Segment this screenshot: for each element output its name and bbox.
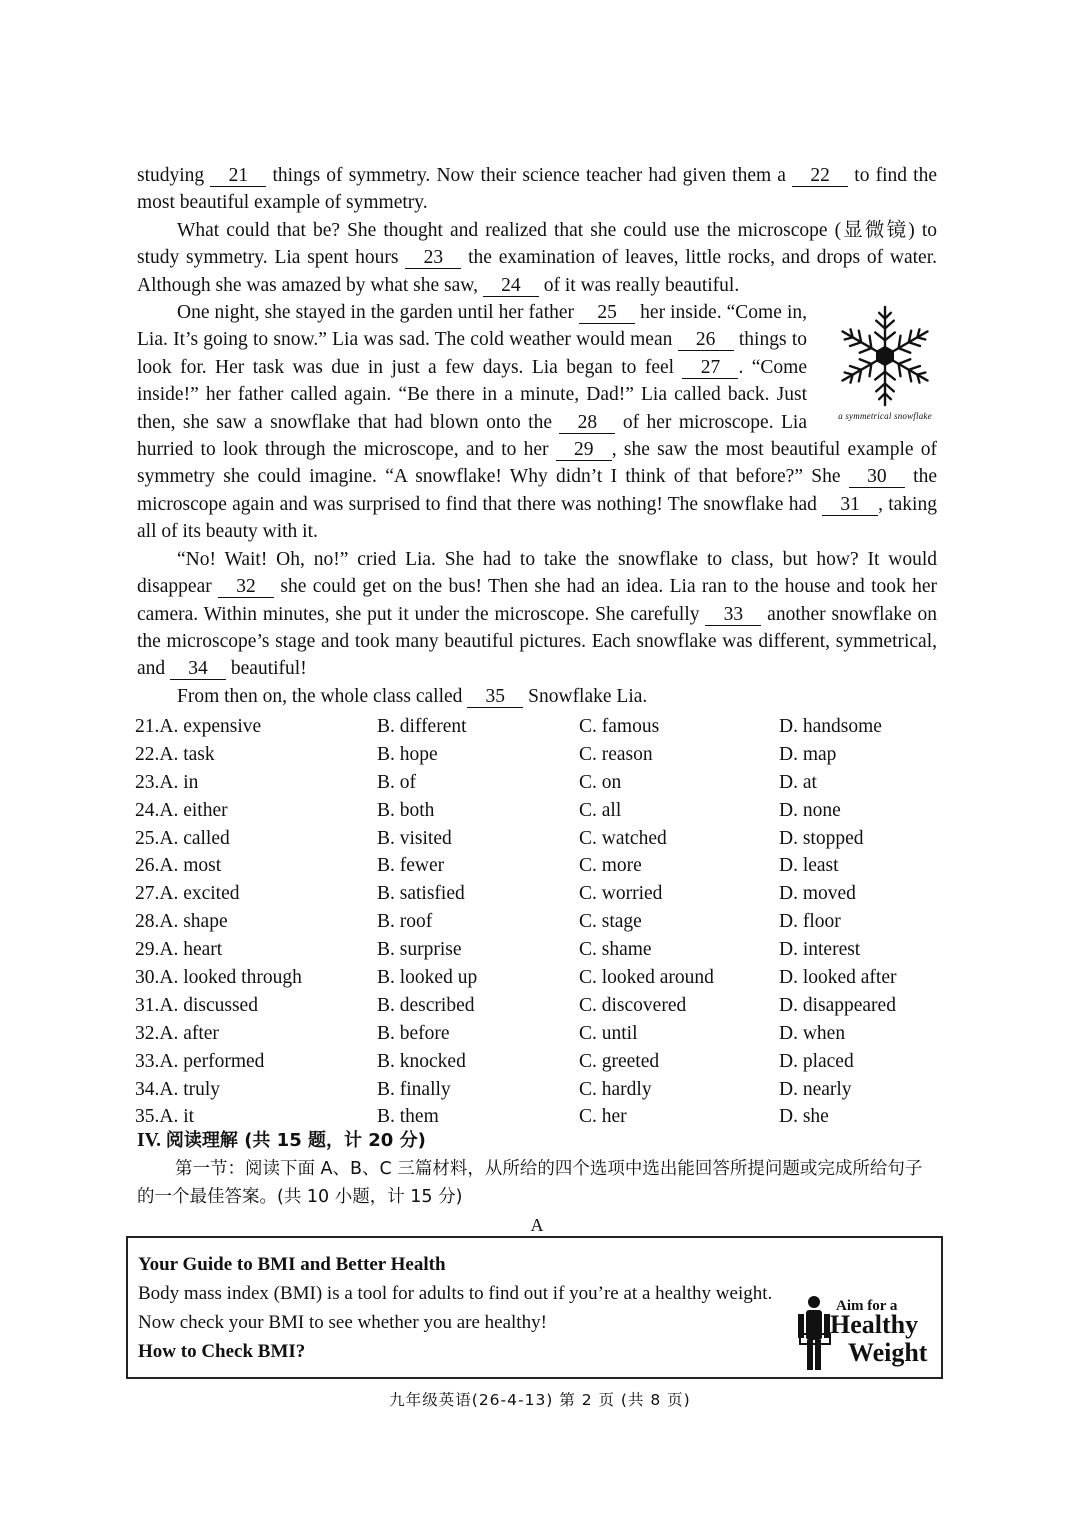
healthy-weight-logo bbox=[792, 1294, 942, 1374]
option-a: 28.A. shape bbox=[135, 911, 228, 933]
paragraph-1: studying 21 things of symmetry. Now their science teacher had given them a 22 to find the most beautiful example of symmetry. bbox=[137, 165, 937, 214]
option-a: 23.A. in bbox=[135, 771, 199, 793]
option-c: C. worried bbox=[579, 883, 663, 905]
blank-34: 34 bbox=[170, 659, 226, 680]
paragraph-2: What could that be? She thought and realized that she could use the microscope (显微镜) to study symmetry. Lia spent hours 23 the examination of leaves, little rocks, and drops of water. Although she was amazed by what she saw, 24 of it was really beautiful. bbox=[137, 219, 937, 296]
option-d: D. none bbox=[779, 799, 841, 821]
option-b: B. before bbox=[377, 1022, 450, 1044]
page-footer: 九年级英语(26-4-13) 第 2 页 (共 8 页) bbox=[389, 1391, 691, 1409]
option-c: C. looked around bbox=[579, 967, 714, 989]
snowflake-icon bbox=[831, 301, 939, 411]
blank-29: 29 bbox=[556, 440, 612, 461]
option-b: B. different bbox=[377, 716, 467, 737]
option-row bbox=[135, 741, 955, 769]
logo-weight-text: Weight bbox=[848, 1338, 928, 1367]
option-d: D. handsome bbox=[779, 716, 882, 737]
paragraph-5: From then on, the whole class called 35 Snowflake Lia. bbox=[177, 685, 648, 707]
option-row bbox=[135, 797, 955, 825]
blank-21: 21 bbox=[210, 166, 266, 187]
option-d: D. looked after bbox=[779, 967, 897, 989]
option-b: B. both bbox=[377, 799, 435, 821]
option-a: 25.A. called bbox=[135, 827, 230, 849]
option-b: B. looked up bbox=[377, 967, 478, 989]
option-b: B. them bbox=[377, 1106, 439, 1128]
section-instructions: 第一节：阅读下面 A、B、C 三篇材料，从所给的四个选项中选出能回答所提问题或完成所给句子的一个最佳答案。(共 10 小题，计 15 分) bbox=[137, 1159, 923, 1207]
option-b: B. of bbox=[377, 771, 416, 793]
option-c: C. watched bbox=[579, 827, 667, 849]
option-b: B. visited bbox=[377, 827, 452, 849]
option-b: B. surprise bbox=[377, 939, 462, 961]
reading-section bbox=[137, 1127, 937, 1239]
figure-caption: a symmetrical snowflake bbox=[838, 411, 932, 422]
option-d: D. moved bbox=[779, 883, 856, 905]
option-d: D. floor bbox=[779, 911, 841, 933]
blank-31: 31 bbox=[822, 495, 878, 516]
bmi-guide-body: Body mass index (BMI) is a tool for adults to find out if you’re at a healthy weight. Now check your BMI to see whether you are healthy! bbox=[138, 1283, 773, 1333]
option-row bbox=[135, 992, 955, 1020]
option-d: D. when bbox=[779, 1022, 846, 1044]
option-row bbox=[135, 713, 955, 741]
option-d: D. interest bbox=[779, 939, 861, 961]
blank-33: 33 bbox=[705, 605, 761, 626]
snowflake-figure bbox=[825, 301, 945, 422]
option-c: C. shame bbox=[579, 939, 652, 961]
option-c: C. until bbox=[579, 1022, 638, 1044]
option-b: B. roof bbox=[377, 911, 433, 933]
option-b: B. fewer bbox=[377, 855, 445, 877]
option-a: 24.A. either bbox=[135, 799, 228, 821]
option-d: D. map bbox=[779, 743, 837, 765]
option-c: C. hardly bbox=[579, 1078, 652, 1100]
option-a: 27.A. excited bbox=[135, 883, 240, 905]
paragraph-3: One night, she stayed in the garden until her father 25 her inside. “Come in, Lia. It’s going to snow.” Lia was sad. The cold weather would mean 26 things to look for. Her task was due in just a few days. Lia began to feel 27 . “Come inside!” her father called again. “Be there in a minute, Dad!” Lia called back. Just then, she saw a snowflake that had blown onto the 28 of her microscope. Lia hurried to look through the microscope, and to her 29 , she saw the most beautiful example of symmetry she could imagine. “A snowflake! Why didn’t I think of that before?” She 30 the microscope again and was surprised to find that there was nothing! The snowflake had 31 , taking all of its beauty with it. bbox=[137, 302, 938, 543]
blank-24: 24 bbox=[483, 276, 539, 297]
option-c: C. more bbox=[579, 855, 642, 877]
option-c: C. all bbox=[579, 799, 622, 821]
option-row bbox=[135, 964, 955, 992]
logo-healthy-text: Healthy bbox=[830, 1310, 919, 1339]
option-row bbox=[135, 1048, 955, 1076]
option-a: 35.A. it bbox=[135, 1106, 195, 1128]
logo-aim-text: Aim for a bbox=[836, 1298, 898, 1314]
option-a: 29.A. heart bbox=[135, 939, 223, 961]
option-c: C. her bbox=[579, 1106, 627, 1128]
option-row bbox=[135, 936, 955, 964]
scale-person-icon bbox=[792, 1294, 832, 1374]
option-a: 31.A. discussed bbox=[135, 994, 258, 1016]
option-b: B. hope bbox=[377, 743, 438, 765]
option-c: C. reason bbox=[579, 743, 653, 765]
option-row bbox=[135, 1076, 955, 1104]
option-d: D. at bbox=[779, 771, 817, 793]
option-a: 26.A. most bbox=[135, 855, 222, 877]
option-d: D. nearly bbox=[779, 1078, 852, 1100]
option-a: 21.A. expensive bbox=[135, 716, 262, 737]
option-c: C. famous bbox=[579, 716, 660, 737]
blank-25: 25 bbox=[579, 303, 635, 324]
bmi-guide-title: Your Guide to BMI and Better Health bbox=[138, 1254, 446, 1275]
option-b: B. finally bbox=[377, 1078, 451, 1100]
option-b: B. described bbox=[377, 994, 475, 1016]
option-row bbox=[135, 1020, 955, 1048]
option-d: D. disappeared bbox=[779, 994, 896, 1016]
blank-22: 22 bbox=[792, 166, 848, 187]
option-row bbox=[135, 825, 955, 853]
bmi-guide-text bbox=[138, 1250, 778, 1366]
blank-32: 32 bbox=[218, 577, 274, 598]
option-c: C. stage bbox=[579, 911, 642, 933]
option-row bbox=[135, 769, 955, 797]
cloze-passage bbox=[137, 162, 937, 710]
answer-options bbox=[135, 713, 955, 1131]
option-d: D. least bbox=[779, 855, 839, 877]
option-b: B. satisfied bbox=[377, 883, 465, 905]
option-row bbox=[135, 880, 955, 908]
option-b: B. knocked bbox=[377, 1050, 466, 1072]
option-a: 34.A. truly bbox=[135, 1078, 221, 1100]
bmi-guide-box bbox=[126, 1236, 943, 1379]
bmi-guide-subtitle: How to Check BMI? bbox=[138, 1341, 306, 1362]
option-a: 22.A. task bbox=[135, 743, 215, 765]
option-a: 33.A. performed bbox=[135, 1050, 265, 1072]
blank-30: 30 bbox=[849, 467, 905, 488]
option-c: C. greeted bbox=[579, 1050, 660, 1072]
option-row bbox=[135, 852, 955, 880]
option-d: D. placed bbox=[779, 1050, 854, 1072]
option-a: 32.A. after bbox=[135, 1022, 219, 1044]
blank-26: 26 bbox=[678, 330, 734, 351]
blank-27: 27 bbox=[682, 358, 738, 379]
blank-28: 28 bbox=[559, 413, 615, 434]
section-title: IV. 阅读理解 (共 15 题，计 20 分) bbox=[137, 1130, 426, 1151]
option-d: D. she bbox=[779, 1106, 829, 1128]
paragraph-4: “No! Wait! Oh, no!” cried Lia. She had to take the snowflake to class, but how? It would disappear 32 she could get on the bus! Then she had an idea. Lia ran to the house and took her camera. Within minutes, she put it under the microscope. She carefully 33 another snowflake on the microscope’s stage and took many beautiful pictures. Each snowflake was different, symmetrical, and 34 beautiful! bbox=[137, 548, 937, 680]
blank-23: 23 bbox=[405, 248, 461, 269]
option-row bbox=[135, 908, 955, 936]
option-c: C. on bbox=[579, 771, 622, 793]
passage-letter: A bbox=[530, 1215, 544, 1235]
option-c: C. discovered bbox=[579, 994, 687, 1016]
option-d: D. stopped bbox=[779, 827, 864, 849]
option-a: 30.A. looked through bbox=[135, 967, 302, 989]
blank-35: 35 bbox=[467, 687, 523, 708]
